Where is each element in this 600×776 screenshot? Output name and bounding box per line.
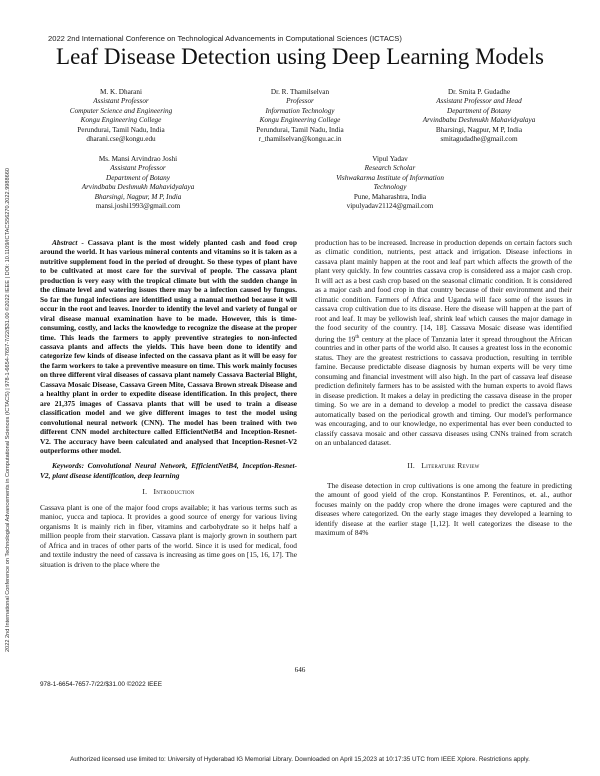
author-dept: Computer Science and Engineering <box>69 106 173 115</box>
author-name: Ms. Mansi Arvindrao Joshi <box>98 155 178 163</box>
abstract-text: Cassava plant is the most widely planted cash and food crop around the world. It has various mineral contents and vitamins so it is taken as a nutritive supplement food in the period of drought. So these types of plant have to be cultivated at most care for the survival of people. The cassava plant production is very easy with the tropical climate but with the sudden change in the climate level and watering issues there may be a infection caused by fungus. So far the fungal infections are identified using a manual method because it will occur in the root and leaves. Inorder to identify the level and variety of fungal or viral disease manual examination have to be made. However, this is time-consuming, costly, and lacks the knowledge to recognize the disease at the proper time. This leads the farmers to apply preventive strategies to non-infected cassava plants and affects the yields. This have been done to identify and categorize few kinds of disease infected on the cassava plant as it will be easy for the farm workers to take a preventive measure on time. This work mainly focuses on three different viral diseases of cassava plant namely Cassava Bacterial Blight, Cassava Mosaic Disease, Cassava Green Mite, Cassava Brown streak Disease and a healthy plant in order to expedite disease identification. In this project, there are 21,375 images of Cassava plants that will be used to train a disease classification model and we give different images to test the model using convolutional neural network (CNN). The model has been trained with two different CNN model architecture called EfficientNetB4 and Inception-Resnet-V2. The accuracy have been calculated and analysed that Inception-Resnet-V2 outperforms other model. <box>40 238 297 455</box>
author-role: Research Scholar <box>364 164 416 173</box>
abstract <box>40 238 297 455</box>
author-org: Kongu Engineering College <box>80 116 162 125</box>
author-place: Perundurai, Tamil Nadu, India <box>77 125 165 134</box>
author-email[interactable]: vipulyadav21124@gmail.com <box>346 202 434 211</box>
author-email[interactable]: smitagudadhe@gmail.com <box>440 135 518 144</box>
page-number: 646 <box>294 666 306 674</box>
author-org: Technology <box>373 183 407 192</box>
author-email[interactable]: dharani.cse@kongu.edu <box>86 135 156 144</box>
ordinal-suffix: th <box>355 334 360 340</box>
author-block-5 <box>290 155 490 211</box>
author-place: Pune, Maharashtra, India <box>353 192 427 201</box>
section-heading-literature-review <box>315 461 572 470</box>
author-email[interactable]: mansi.joshi1993@gmail.com <box>95 202 181 211</box>
author-dept: Department of Botany <box>447 106 511 115</box>
conference-header: 2022 2nd International Conference on Technological Advancements in Computational Sciences (ICTACS) <box>48 34 402 43</box>
section-number: I. <box>142 487 148 497</box>
author-place: Bharsingi, Nagpur, M P, India <box>435 125 523 134</box>
author-role: Assistant Professor and Head <box>436 97 522 106</box>
author-org: Arvindbabu Deshmukh Mahavidyalaya <box>81 183 195 192</box>
author-dept: Vishwakarma Institute of Information <box>336 173 444 182</box>
section-title: Introduction <box>153 487 195 497</box>
keywords: Keywords: Convolutional Neural Network, EfficientNetB4, Inception-Resnet-V2, plant disease identification, deep learning <box>40 461 297 480</box>
author-name: Dr. Smita P. Gudadhe <box>447 88 511 96</box>
author-org: Arvindbabu Deshmukh Mahavidyalaya <box>422 116 536 125</box>
author-name: Dr. R. Thamilselvan <box>270 88 330 96</box>
side-banner-text: 2022 2nd International Conference on Technological Advancements in Computational Sciences (ICTACS) | 978-1-6654-7657-7/22/$31.00 ©2022 IEEE | DOI: 10.1109/ICTACS56270.2022.9988660 <box>5 168 11 652</box>
section-title: Literature Review <box>421 461 480 471</box>
author-place: Bharsingi, Nagpur, M P, India <box>94 192 182 201</box>
author-role: Assistant Professor <box>93 97 149 106</box>
author-block-2 <box>200 88 400 144</box>
author-email[interactable]: r_thamilselvan@kongu.ac.in <box>258 135 342 144</box>
right-column <box>315 238 572 538</box>
intro-part-a: production has to be increased. Increase in production depends on certain factors such as climatic condition, nutrients, pest attack and irrigation. Disease infections in cassava plant mainly happen at the root and leaf part which affects the growth of the plant very quickly. In few countries cassava crop is considered ass a major cash crop. It will act as a best cash crop based on the seasonal climatic condition. It is considered as a major cash and food crop in that country because of their environment and their climatic condition. Farmers of Africa and Uganda will face some of the issues in cassava crop cultivation due to its disease. Here the disease will happen at the part of root and leaf. It may be yellowish leaf, shrink leaf which causes the major damage in the food security of the country. [14, 18]. Cassava Mosaic disease was identified during the 19 <box>315 238 572 343</box>
author-block-3 <box>379 88 579 144</box>
author-block-1 <box>21 88 221 144</box>
literature-review-paragraph: The disease detection in crop cultivations is one among the feature in predicting the amount of good yield of the crop. Konstantinos P. Ferentinos, et. al., author focuses mainly on the paddy crop where the drone images were captured and the diseases where categorized. On the early stage images they developed a learning to identify disease at the earlier stage [1,12]. It well categorizes the disease to the maximum of 84% <box>315 480 572 538</box>
author-dept: Information Technology <box>265 106 335 115</box>
paper-title: Leaf Disease Detection using Deep Learning Models <box>56 44 544 69</box>
license-footer: Authorized licensed use limited to: University of Hyderabad IG Memorial Library. Downloaded on April 15,2023 at 10:17:35 UTC from IEEE Xplore. Restrictions apply. <box>70 756 530 763</box>
author-role: Assistant Professor <box>110 164 166 173</box>
abstract-label: Abstract - <box>52 238 84 247</box>
author-block-4 <box>38 155 238 211</box>
author-place: Perundurai, Tamil Nadu, India <box>256 125 344 134</box>
author-dept: Department of Botany <box>106 173 170 182</box>
introduction-continued <box>315 238 572 447</box>
author-name: M. K. Dharani <box>100 88 142 96</box>
author-name: Vipul Yadav <box>372 155 408 163</box>
author-org: Kongu Engineering College <box>259 116 341 125</box>
intro-part-b: century at the place of Tanzania later it spread throughout the African countries and in other parts of the world also. It causes a greatest loss in the economic status. They are the greatest restrictions to cassava production, resulting in terrible famine. Because predictable disease diagnosis by human experts will be very time consuming and financial investment will also high. In the part of cassava leaf disease prediction definitely farmers has to be assisted with the human experts to avoid flaws in disease prediction. It makes a delay in predicting the cassava disease in the proper timing. So we are in a demand to develop a model to predict the cassava disease automatically based on the periodical growth and timing. Our model's performance was encouraging, and to our knowledge, no experimental has ever been conducted to classify cassava mosaic and other cassava diseases using CNNs trained from scratch on an unbalanced dataset. <box>315 334 572 447</box>
author-role: Professor <box>286 97 314 106</box>
section-heading-introduction <box>40 487 297 496</box>
side-banner <box>2 95 14 725</box>
copyright-notice: 978-1-6654-7657-7/22/$31.00 ©2022 IEEE <box>40 681 162 688</box>
left-column <box>40 238 297 569</box>
introduction-paragraph: Cassava plant is one of the major food crops available; it has various terms such as manioc, yucca and tapioca. It provides a good source of energy for various living organisms It is mainly rich in fiber, vitamins and carbohydrate so it helps half a million people from their starvation. Cassava plant is majorly grown in southern part of Africa and in traces of other parts of the world. Since it is used for medical, food and textile industry the need of cassava is increasing as time goes on [15, 16, 17]. The situation is driven to the place where the <box>40 502 297 569</box>
section-number: II. <box>407 461 415 471</box>
